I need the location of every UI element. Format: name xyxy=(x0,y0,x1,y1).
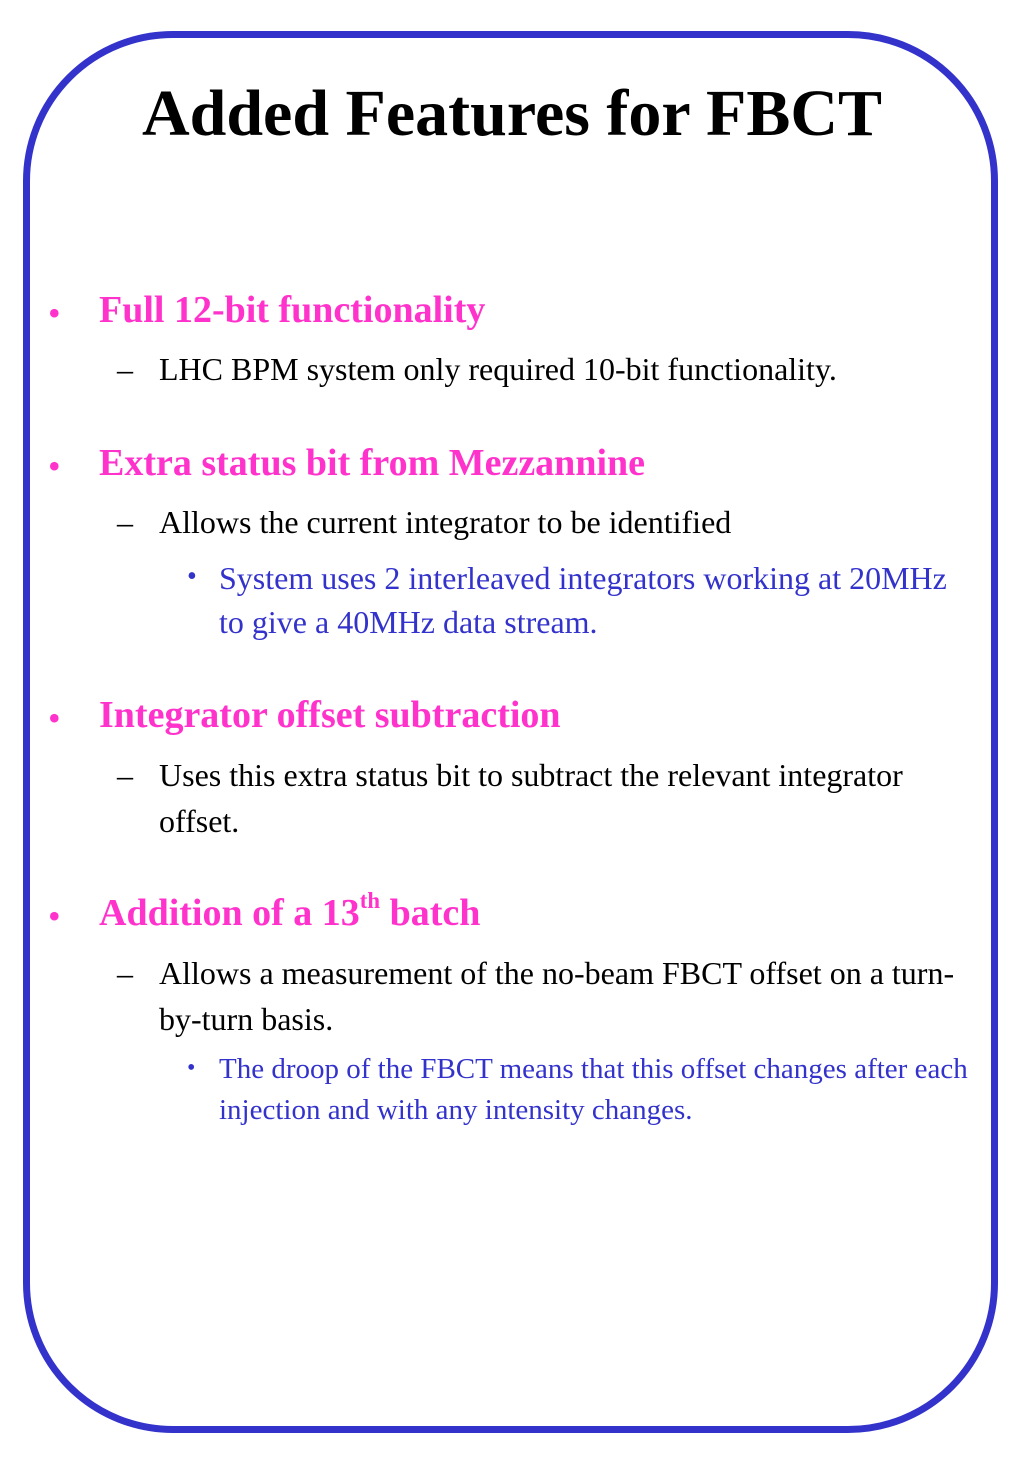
heading-extra-status-bit: Extra status bit from Mezzannine xyxy=(99,442,646,484)
bullet-marker: • xyxy=(187,561,197,592)
subsubitem-interleaved-integrators: System uses 2 interleaved integrators working at 20MHz to give a 40MHz data stream. xyxy=(219,560,947,640)
subitem-uses-status-bit: Uses this extra status bit to subtract the relevant integrator offset. xyxy=(159,757,903,839)
subitem-lhc-bpm: LHC BPM system only required 10-bit functionality. xyxy=(159,351,837,387)
bullet-marker: • xyxy=(48,293,61,333)
heading-13th-batch-sup: th xyxy=(359,887,381,913)
subitem-current-integrator: Allows the current integrator to be identified xyxy=(159,504,732,540)
heading-13th-batch-prefix: Addition of a 13 xyxy=(99,892,360,934)
heading-integrator-offset: Integrator offset subtraction xyxy=(99,694,561,736)
bullet-marker: • xyxy=(187,1055,196,1081)
subitem-no-beam-offset: Allows a measurement of the no-beam FBCT offset on a turn-by-turn basis. xyxy=(159,955,955,1037)
bullet-marker: • xyxy=(48,698,61,738)
dash-marker: – xyxy=(117,351,133,387)
heading-full-12-bit: Full 12-bit functionality xyxy=(99,289,486,331)
subsubitem-droop-of-fbct: The droop of the FBCT means that this offset changes after each injection and with any intensity changes. xyxy=(219,1053,968,1126)
heading-13th-batch xyxy=(99,887,481,934)
bullet-marker: • xyxy=(48,446,61,486)
bullet-marker: • xyxy=(48,896,61,936)
dash-marker: – xyxy=(117,504,133,540)
dash-marker: – xyxy=(117,955,133,991)
slide-title: Added Features for FBCT xyxy=(141,77,883,150)
dash-marker: – xyxy=(117,757,133,793)
heading-13th-batch-suffix: batch xyxy=(380,892,481,934)
